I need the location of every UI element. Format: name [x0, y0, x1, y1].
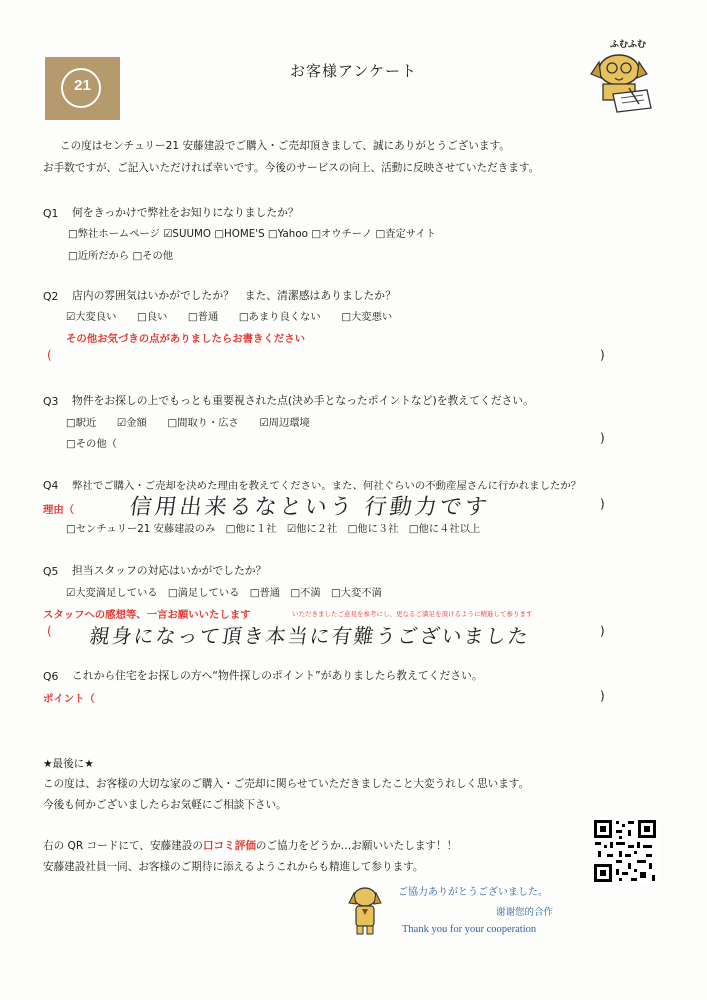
- q1-options-row-2[interactable]: □近所だから □その他: [68, 250, 174, 262]
- q5-note-small: いただきましたご意見を参考にし、更なるご満足を頂けるように精進して参ります: [292, 610, 533, 618]
- thanks-chinese: 谢谢您的合作: [496, 907, 554, 918]
- thanks-english: Thank you for your cooperation: [402, 924, 537, 935]
- q6-label: Q6: [43, 670, 59, 683]
- q5-paren-open: (: [47, 624, 52, 638]
- qr-request-highlight: 口コミ評価: [202, 840, 256, 852]
- q6-question: これから住宅をお探しの方へ“物件探しのポイント”がありましたら教えてください。: [72, 669, 483, 682]
- qr-code-icon[interactable]: [592, 818, 658, 884]
- thanks-japanese: ご協力ありがとうございました。: [398, 887, 548, 898]
- page-title: お客様アンケート: [289, 62, 418, 80]
- q1-options-row-1[interactable]: □弊社ホームページ ☑SUUMO □HOME'S □Yahoo □オウチーノ □査定サイト: [68, 228, 436, 240]
- dog-mascot-writing-icon: [585, 48, 657, 116]
- q4-question: 弊社でご購入・ご売却を決めた理由を教えてください。また、何社ぐらいの不動産屋さんに行かれましたか？: [72, 480, 582, 492]
- q3-options-row-2[interactable]: □その他（: [66, 438, 117, 450]
- q5-handwritten-answer: 親身になって頂き本当に有難うございました: [88, 624, 532, 648]
- final-line-2: 今後も何かございましたらお気軽にご相談下さい。: [43, 799, 287, 811]
- q5-label: Q5: [43, 565, 59, 578]
- intro-line-2: お手数ですが、ご記入いただければ幸いです。今後のサービスの向上、活動に反映させていただきます。: [43, 162, 540, 174]
- qr-request-line: [43, 838, 457, 853]
- q2-options[interactable]: ☑大変良い □良い □普通 □あまり良くない □大変悪い: [66, 311, 393, 323]
- q4-handwritten-answer: 信用出来るなという 行動力です: [127, 495, 492, 520]
- q3-paren-close: ): [600, 431, 605, 445]
- final-line-1: この度は、お客様の大切な家のご購入・ご売却に関らせていただきましたこと大変うれしく思います。: [43, 778, 530, 790]
- q3-label: Q3: [43, 395, 59, 408]
- qr-request-text-b: のご協力をどうか…お願いいたします！！: [255, 840, 458, 852]
- q2-paren-open: (: [47, 348, 52, 362]
- q1-question: 何をきっかけで弊社をお知りになりましたか？: [72, 206, 299, 219]
- q6-point-label: ポイント（: [43, 693, 95, 705]
- q5-question: 担当スタッフの対応はいかがでしたか？: [72, 564, 267, 577]
- q4-reason-label: 理由（: [43, 504, 75, 516]
- q2-note: その他お気づきの点がありましたらお書きください: [66, 333, 305, 345]
- q3-question: 物件をお探しの上でもっとも重要視された点(決め手となったポイントなど)を教えてください。: [72, 394, 534, 407]
- q3-options-row-1[interactable]: □駅近 ☑金額 □間取り・広さ ☑周辺環境: [66, 417, 310, 429]
- staff-line: 安藤建設社員一同、お客様のご期待に添えるようこれからも精進して参ります。: [43, 861, 424, 873]
- qr-request-text-a: 右の QR コードにて、安藤建設の: [43, 840, 203, 852]
- q2-label: Q2: [43, 290, 59, 303]
- q4-label: Q4: [43, 479, 59, 492]
- q1-label: Q1: [43, 207, 59, 220]
- q2-question: 店内の雰囲気はいかがでしたか？ また、清潔感はありましたか？: [72, 289, 396, 302]
- q6-paren-close: ): [600, 689, 605, 703]
- intro-line-1: この度はセンチュリー21 安藤建設でご購入・ご売却頂きまして、誠にありがとうございます。: [60, 140, 510, 152]
- q5-options[interactable]: ☑大変満足している □満足している □普通 □不満 □大変不満: [66, 587, 382, 599]
- mascot-caption: ふむふむ: [610, 40, 647, 50]
- q2-paren-close: ): [600, 348, 605, 362]
- logo-text: 21: [74, 77, 91, 94]
- final-heading: ★最後に★: [43, 758, 94, 770]
- q5-paren-close: ): [600, 624, 605, 638]
- q4-paren-close: ): [600, 497, 605, 511]
- dog-mascot-bowing-icon: [345, 885, 385, 937]
- q5-note: スタッフへの感想等、一言お願いいたします: [43, 609, 251, 621]
- q4-options[interactable]: □センチュリー21 安藤建設のみ □他に１社 ☑他に２社 □他に３社 □他に４社以上: [66, 523, 481, 535]
